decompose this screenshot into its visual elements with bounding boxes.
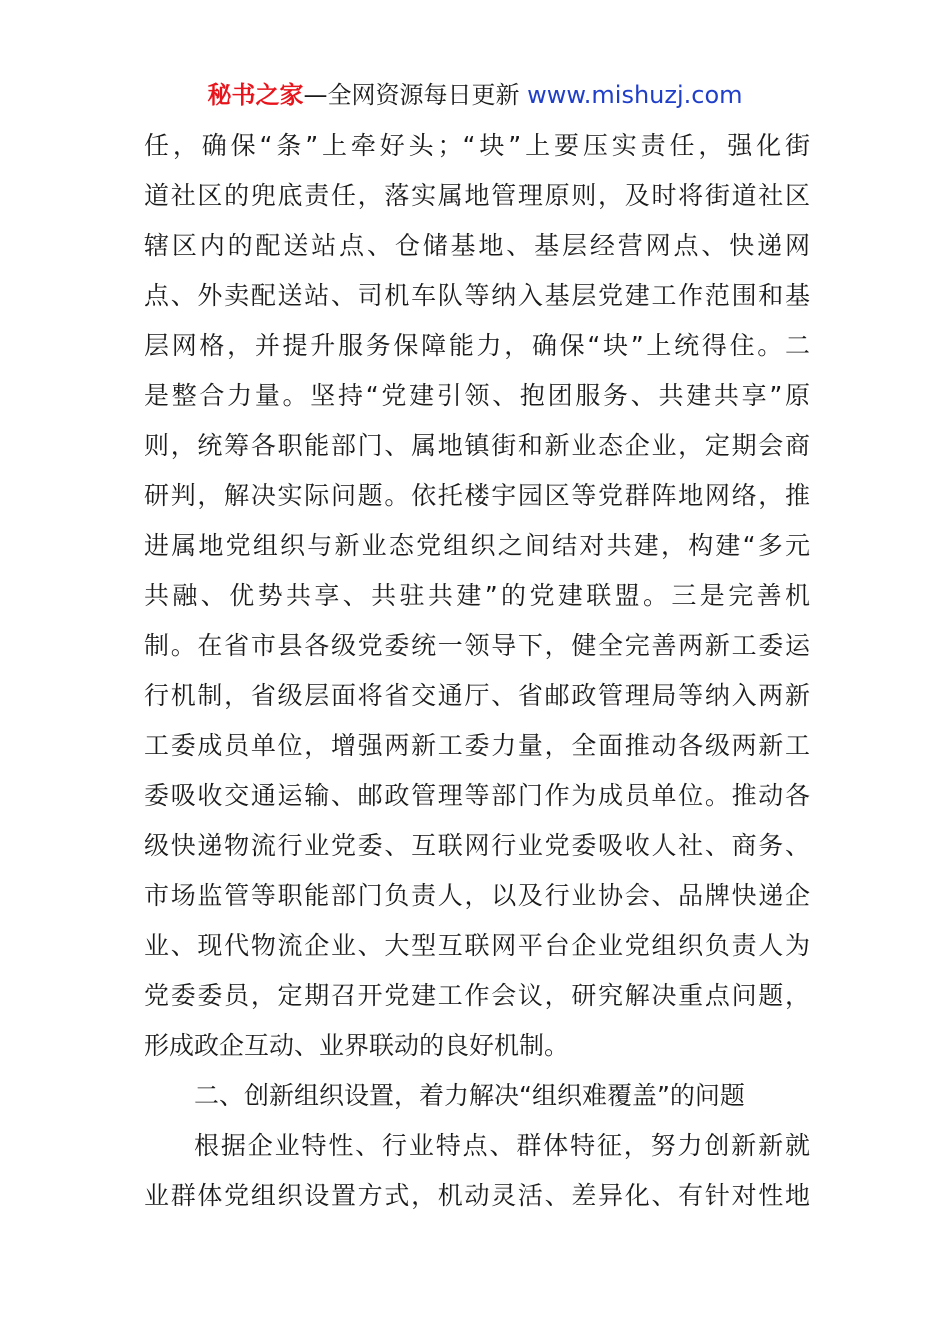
section-heading: 二、创新组织设置，着力解决“组织难覆盖”的问题 bbox=[194, 1081, 745, 1110]
text-line: 则，统筹各职能部门、属地镇街和新业态企业，定期会商 bbox=[144, 431, 810, 460]
text-line: 进属地党组织与新业态党组织之间结对共建，构建“多元 bbox=[144, 531, 810, 560]
text-line: 行机制，省级层面将省交通厅、省邮政管理局等纳入两新 bbox=[144, 681, 810, 710]
text-line: 形成政企互动、业界联动的良好机制。 bbox=[144, 1031, 570, 1060]
site-tagline: —全网资源每日更新 bbox=[303, 81, 528, 109]
site-url[interactable]: www.mishuzj.com bbox=[527, 81, 743, 109]
text-line: 点、外卖配送站、司机车队等纳入基层党建工作范围和基 bbox=[144, 281, 810, 310]
text-line: 级快递物流行业党委、互联网行业党委吸收人社、商务、 bbox=[144, 831, 810, 860]
text-line: 共融、优势共享、共驻共建”的党建联盟。三是完善机 bbox=[144, 581, 810, 610]
text-line: 业群体党组织设置方式，机动灵活、差异化、有针对性地 bbox=[144, 1181, 810, 1210]
text-line: 委吸收交通运输、邮政管理等部门作为成员单位。推动各 bbox=[144, 781, 810, 810]
text-line: 制。在省市县各级党委统一领导下，健全完善两新工委运 bbox=[144, 631, 810, 660]
text-line: 是整合力量。坚持“党建引领、抱团服务、共建共享”原 bbox=[144, 381, 810, 410]
site-header bbox=[0, 78, 950, 112]
text-line: 党委委员，定期召开党建工作会议，研究解决重点问题， bbox=[144, 981, 810, 1010]
site-brand: 秘书之家 bbox=[207, 81, 304, 109]
text-line: 研判，解决实际问题。依托楼宇园区等党群阵地网络，推 bbox=[144, 481, 810, 510]
text-line: 道社区的兜底责任，落实属地管理原则，及时将街道社区 bbox=[144, 181, 810, 210]
text-line: 任，确保“条”上牵好头；“块”上要压实责任，强化街 bbox=[144, 131, 810, 160]
text-line: 工委成员单位，增强两新工委力量，全面推动各级两新工 bbox=[144, 731, 810, 760]
document-body bbox=[144, 121, 810, 1221]
text-line: 层网格，并提升服务保障能力，确保“块”上统得住。二 bbox=[144, 331, 810, 360]
text-line: 业、现代物流企业、大型互联网平台企业党组织负责人为 bbox=[144, 931, 810, 960]
text-line: 辖区内的配送站点、仓储基地、基层经营网点、快递网 bbox=[144, 231, 810, 260]
text-line: 市场监管等职能部门负责人，以及行业协会、品牌快递企 bbox=[144, 881, 810, 910]
paragraph-first-line: 根据企业特性、行业特点、群体特征，努力创新新就 bbox=[194, 1131, 810, 1160]
